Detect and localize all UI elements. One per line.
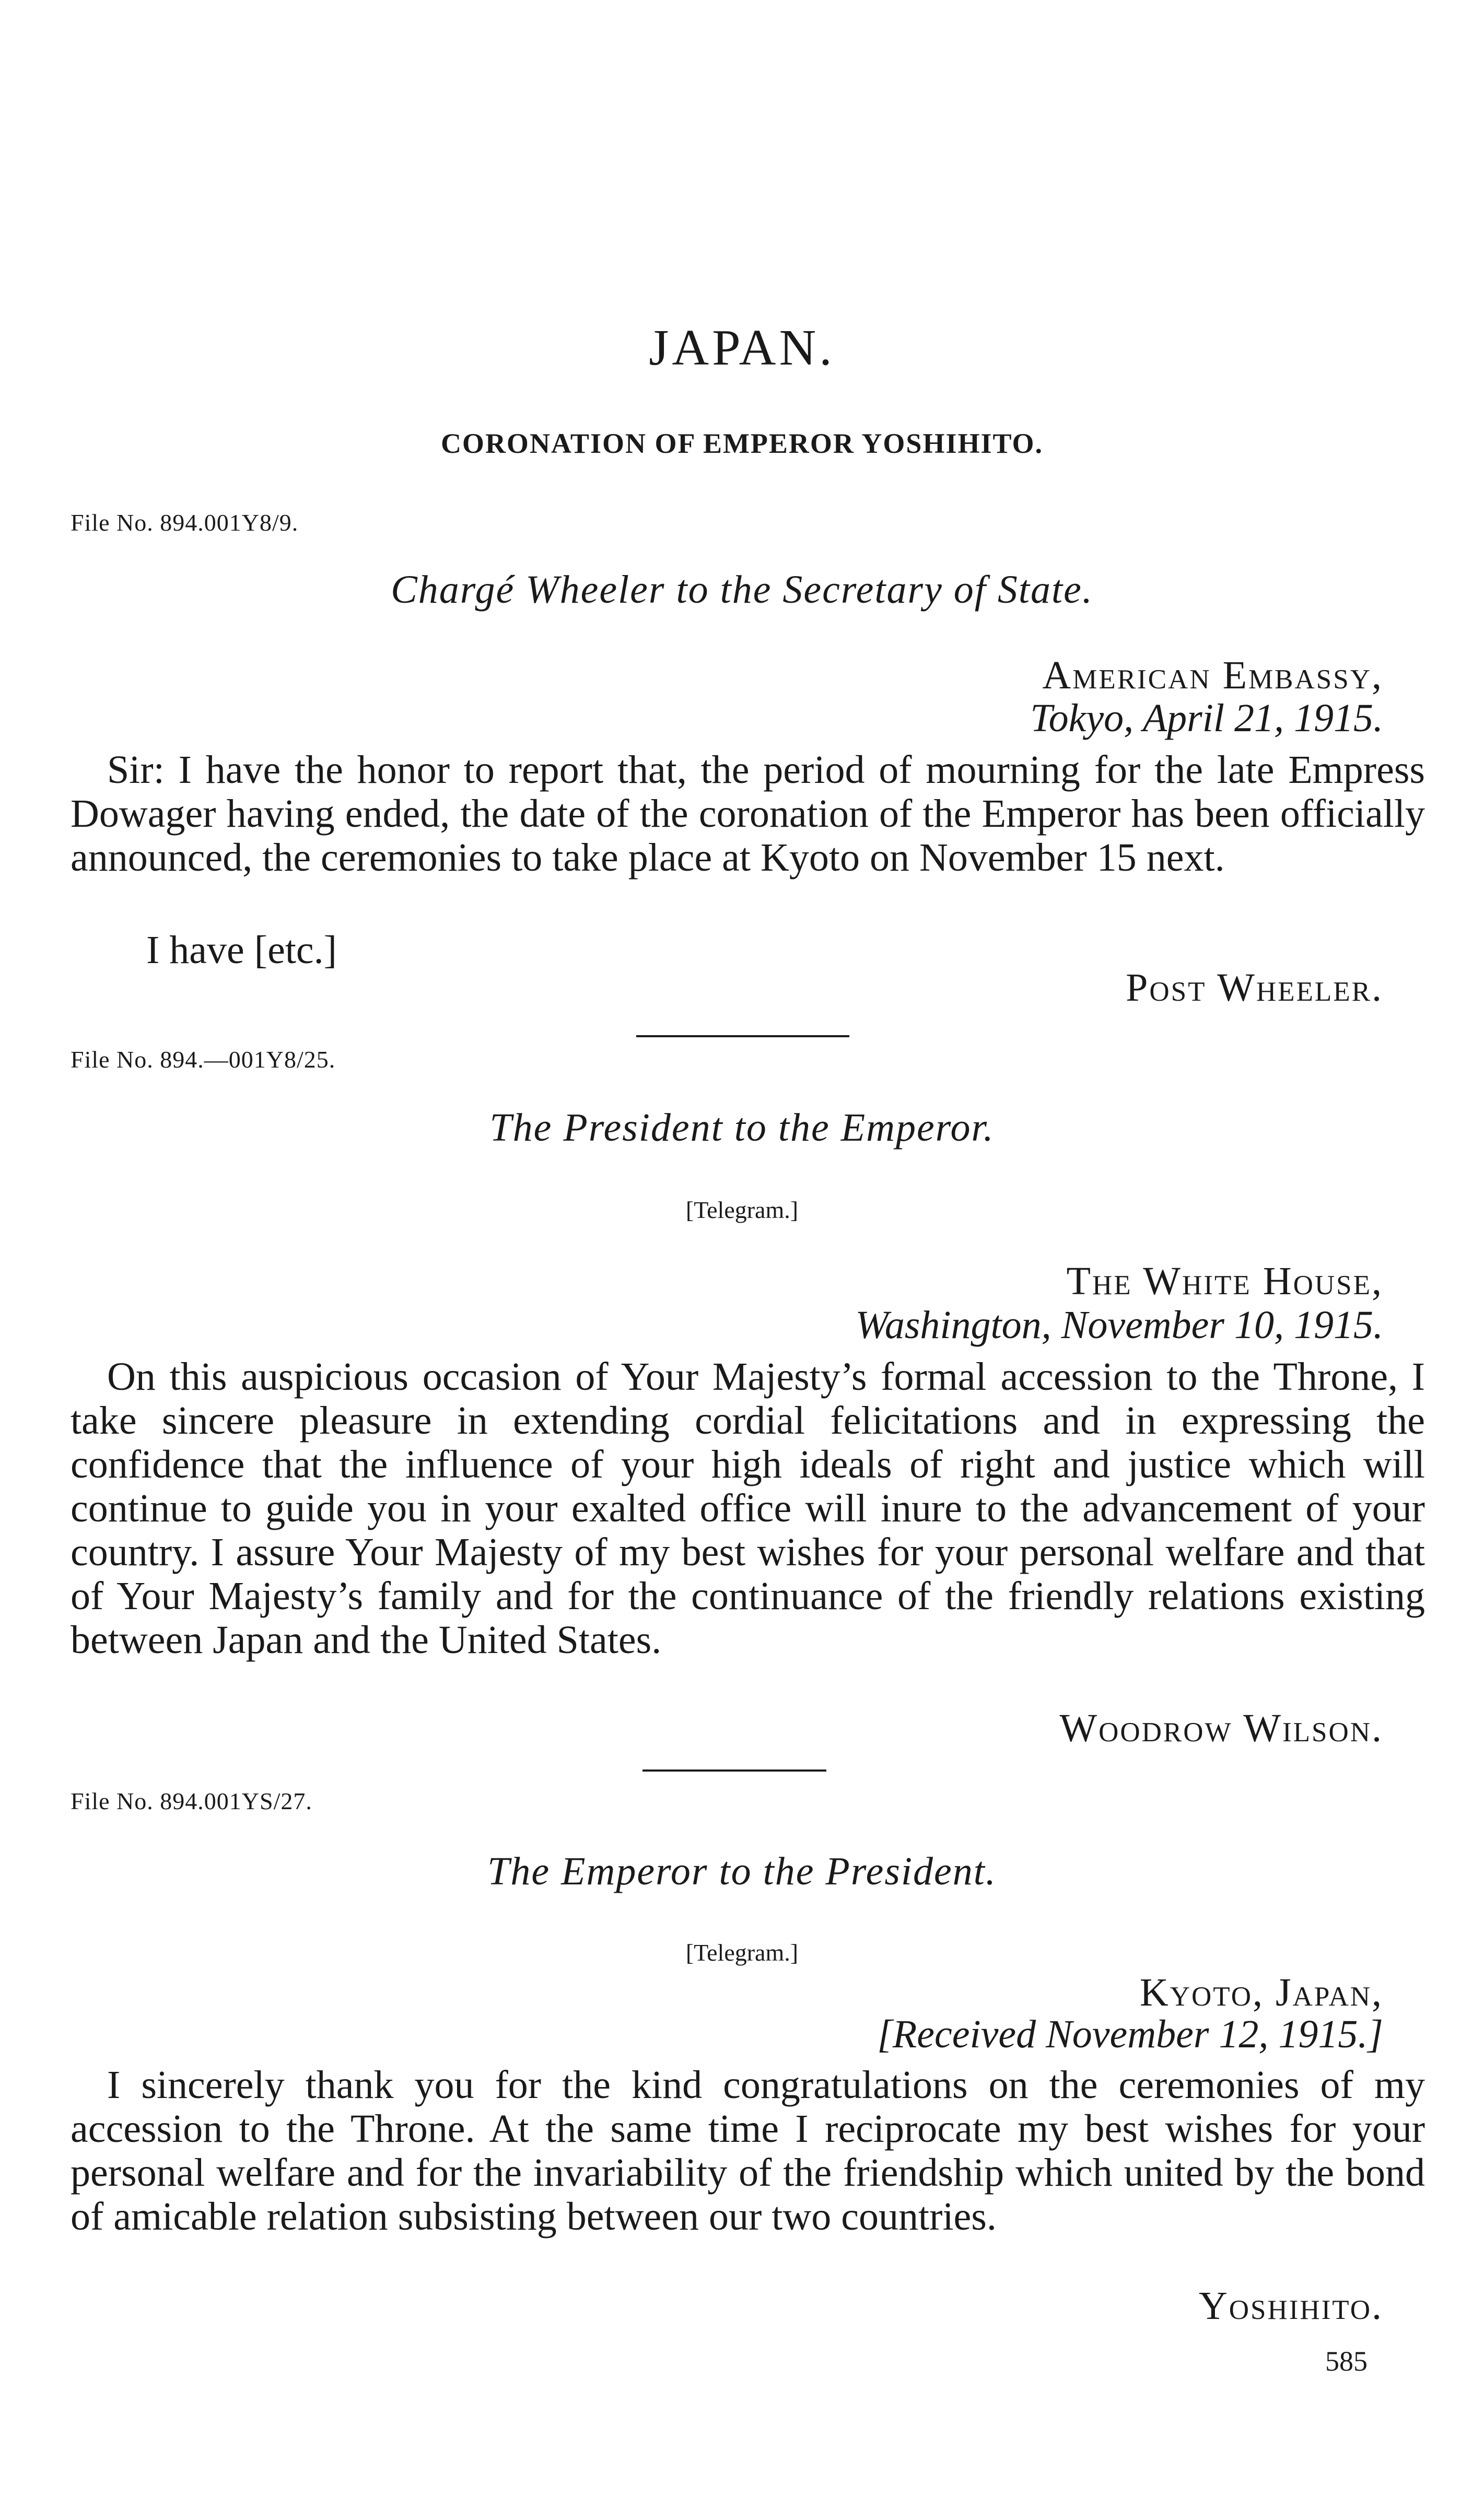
signature-3: Yoshihito. — [1198, 2284, 1383, 2328]
file-number-2: File No. 894.—001Y8/25. — [71, 1046, 336, 1073]
address-line-1b: Tokyo, April 21, 1915. — [1030, 696, 1383, 740]
letter-closing-1: I have [etc.] — [146, 928, 337, 972]
letter-body-3: I sincerely thank you for the kind congratulations on the ceremonies of my accession to the Throne. At the same time I reciprocate my best wishes for your personal welfare and for the invariability of the friendship which united by the bond of amicable relation subsisting between our two countries. — [71, 2063, 1425, 2238]
letter-heading-2: The President to the Emperor. — [489, 1106, 995, 1150]
signature-2: Woodrow Wilson. — [1059, 1706, 1383, 1750]
letter-body-2: On this auspicious occasion of Your Majesty’s formal accession to the Throne, I take sincere pleasure in extending cordial felicitations and in expressing the confidence that the influence of your high ideals of right and justice which will continue to guide you in your exalted office will inure to the advancement of your country. I assure Your Majesty of my best wishes for your personal welfare and that of Your Majesty’s family and for the continuance of the friendly relations existing between Japan and the United States. — [71, 1355, 1425, 1662]
section-divider-1 — [636, 1035, 849, 1037]
letter-body-1: Sir: I have the honor to report that, the period of mourning for the late Empress Dowager having ended, the date of the coronation of the Emperor has been officially announced, the ceremonies to take place at Kyoto on November 15 next. — [71, 748, 1425, 880]
address-line-3a: Kyoto, Japan, — [1139, 1971, 1383, 2014]
address-line-2a: The White House, — [1066, 1259, 1383, 1303]
letter-heading-1: Chargé Wheeler to the Secretary of State. — [391, 568, 1093, 612]
file-number-1: File No. 894.001Y8/9. — [71, 509, 299, 536]
address-line-3b: [Received November 12, 1915.] — [877, 2012, 1383, 2056]
signature-1: Post Wheeler. — [1126, 966, 1383, 1010]
section-divider-2 — [642, 1769, 826, 1772]
page-number: 585 — [1325, 2346, 1368, 2377]
telegram-label-3: [Telegram.] — [685, 1939, 799, 1966]
letter-heading-3: The Emperor to the President. — [487, 1849, 997, 1893]
address-line-2b: Washington, November 10, 1915. — [855, 1303, 1383, 1347]
file-number-3: File No. 894.001YS/27. — [71, 1788, 312, 1814]
telegram-label-2: [Telegram.] — [685, 1197, 799, 1223]
address-line-1a: American Embassy, — [1042, 653, 1383, 697]
page-title: JAPAN. — [649, 320, 835, 376]
page-subtitle: CORONATION OF EMPEROR YOSHIHITO. — [440, 428, 1044, 459]
